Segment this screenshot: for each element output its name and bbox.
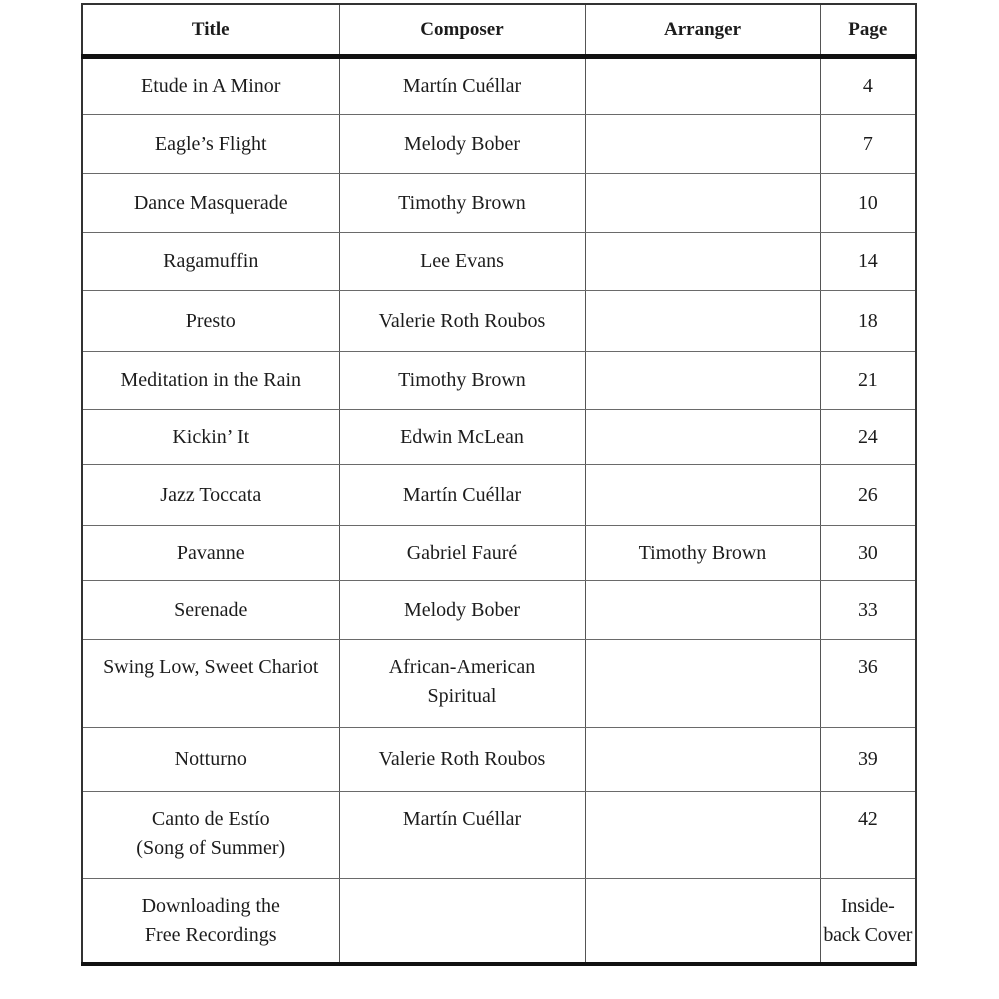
arranger-cell bbox=[585, 174, 820, 233]
title-cell bbox=[82, 465, 339, 526]
arranger-cell bbox=[585, 233, 820, 291]
table-row bbox=[82, 291, 916, 352]
arranger-cell bbox=[585, 115, 820, 174]
table-header bbox=[82, 4, 916, 57]
composer-text: Timothy Brown bbox=[398, 191, 526, 214]
title-text: Kickin’ It bbox=[172, 425, 250, 448]
composer-text: Timothy Brown bbox=[398, 369, 526, 391]
page-text: 39 bbox=[858, 748, 878, 770]
table-row bbox=[82, 352, 916, 410]
page-cell bbox=[820, 352, 916, 410]
page-cell bbox=[820, 233, 916, 291]
page-text: 33 bbox=[858, 598, 878, 621]
table-row bbox=[82, 233, 916, 291]
composer-cell bbox=[339, 728, 585, 792]
table-row bbox=[82, 57, 916, 115]
page-text: 4 bbox=[862, 75, 873, 97]
composer-cell bbox=[339, 792, 585, 879]
page-text: 21 bbox=[858, 369, 878, 391]
table-row bbox=[82, 879, 916, 964]
header-arranger: Arranger bbox=[585, 4, 820, 57]
title-text: Downloading the bbox=[141, 895, 280, 917]
table-row bbox=[82, 792, 916, 879]
page-text: 24 bbox=[858, 425, 878, 448]
page-cell bbox=[820, 640, 916, 728]
title-cell bbox=[82, 640, 339, 728]
title-cell bbox=[82, 581, 339, 640]
title-cell bbox=[82, 57, 339, 115]
title-cell bbox=[82, 792, 339, 879]
page-cell bbox=[820, 57, 916, 115]
title-text: Notturno bbox=[174, 748, 247, 770]
composer-cell bbox=[339, 410, 585, 465]
page-cell bbox=[820, 410, 916, 465]
page-text: 10 bbox=[858, 191, 878, 214]
header-title: Title bbox=[82, 4, 339, 57]
header-page: Page bbox=[820, 4, 916, 57]
composer-text: Valerie Roth Roubos bbox=[378, 309, 546, 332]
page-text: 14 bbox=[858, 250, 878, 272]
composer-cell bbox=[339, 581, 585, 640]
composer-text: Edwin McLean bbox=[400, 425, 524, 448]
table-row bbox=[82, 640, 916, 728]
page-cell bbox=[820, 174, 916, 233]
composer-cell bbox=[339, 57, 585, 115]
arranger-cell bbox=[585, 581, 820, 640]
title-cell bbox=[82, 291, 339, 352]
composer-text: Martín Cuéllar bbox=[402, 483, 522, 506]
title-text: (Song of Summer) bbox=[136, 837, 286, 859]
composer-cell bbox=[339, 352, 585, 410]
composer-cell bbox=[339, 879, 585, 964]
title-text: Swing Low, Sweet Chariot bbox=[103, 656, 319, 678]
title-text: Jazz Toccata bbox=[160, 483, 262, 506]
composer-cell bbox=[339, 640, 585, 728]
title-cell bbox=[82, 526, 339, 581]
composer-cell bbox=[339, 526, 585, 581]
table-row bbox=[82, 115, 916, 174]
title-cell bbox=[82, 410, 339, 465]
composer-text: Valerie Roth Roubos bbox=[378, 748, 546, 770]
page-cell bbox=[820, 526, 916, 581]
table-row bbox=[82, 581, 916, 640]
composer-text: Martín Cuéllar bbox=[402, 808, 522, 830]
title-text: Pavanne bbox=[176, 541, 245, 564]
page-text: Inside- bbox=[841, 895, 895, 917]
composer-text: Lee Evans bbox=[420, 250, 504, 272]
composer-text: Martín Cuéllar bbox=[402, 75, 522, 97]
header-row bbox=[82, 4, 916, 57]
arranger-cell bbox=[585, 465, 820, 526]
page-text: 36 bbox=[858, 656, 878, 678]
arranger-cell bbox=[585, 792, 820, 879]
title-cell bbox=[82, 728, 339, 792]
table-body bbox=[82, 57, 916, 964]
arranger-cell bbox=[585, 291, 820, 352]
arranger-cell bbox=[585, 640, 820, 728]
header-composer: Composer bbox=[339, 4, 585, 57]
title-cell bbox=[82, 879, 339, 964]
page-text: back Cover bbox=[823, 924, 913, 946]
arranger-cell bbox=[585, 352, 820, 410]
page-cell bbox=[820, 728, 916, 792]
composer-text: Gabriel Fauré bbox=[406, 541, 518, 564]
title-text: Presto bbox=[185, 309, 236, 332]
page-text: 30 bbox=[858, 541, 878, 564]
arranger-cell bbox=[585, 410, 820, 465]
title-cell bbox=[82, 352, 339, 410]
table-row bbox=[82, 728, 916, 792]
arranger-cell bbox=[585, 879, 820, 964]
composer-text: Spiritual bbox=[427, 685, 497, 707]
title-text: Eagle’s Flight bbox=[154, 132, 267, 155]
composer-cell bbox=[339, 291, 585, 352]
page-cell bbox=[820, 291, 916, 352]
title-text: Meditation in the Rain bbox=[120, 369, 302, 391]
arranger-cell bbox=[585, 57, 820, 115]
page-cell bbox=[820, 465, 916, 526]
page-text: 7 bbox=[862, 132, 873, 155]
composer-cell bbox=[339, 465, 585, 526]
composer-cell bbox=[339, 174, 585, 233]
title-text: Free Recordings bbox=[144, 924, 277, 946]
page-cell bbox=[820, 115, 916, 174]
title-text: Ragamuffin bbox=[163, 250, 259, 272]
composer-cell bbox=[339, 115, 585, 174]
title-text: Canto de Estío bbox=[151, 808, 270, 830]
contents-table bbox=[81, 3, 917, 966]
title-cell bbox=[82, 174, 339, 233]
page-cell bbox=[820, 581, 916, 640]
page-cell bbox=[820, 792, 916, 879]
title-cell bbox=[82, 233, 339, 291]
title-cell bbox=[82, 115, 339, 174]
table-row bbox=[82, 174, 916, 233]
composer-text: African-American bbox=[388, 656, 536, 678]
title-text: Etude in A Minor bbox=[141, 75, 281, 97]
title-text: Dance Masquerade bbox=[133, 191, 288, 214]
table-row bbox=[82, 410, 916, 465]
page-text: 18 bbox=[858, 309, 878, 332]
arranger-cell bbox=[585, 526, 820, 581]
title-text: Serenade bbox=[174, 598, 248, 621]
composer-text: Melody Bober bbox=[403, 132, 521, 155]
page-text: 26 bbox=[858, 483, 878, 506]
composer-cell bbox=[339, 233, 585, 291]
page-text: 42 bbox=[858, 808, 878, 830]
page-cell bbox=[820, 879, 916, 964]
arranger-text: Timothy Brown bbox=[638, 541, 767, 564]
table-row bbox=[82, 526, 916, 581]
arranger-cell bbox=[585, 728, 820, 792]
table-row bbox=[82, 465, 916, 526]
composer-text: Melody Bober bbox=[403, 598, 521, 621]
